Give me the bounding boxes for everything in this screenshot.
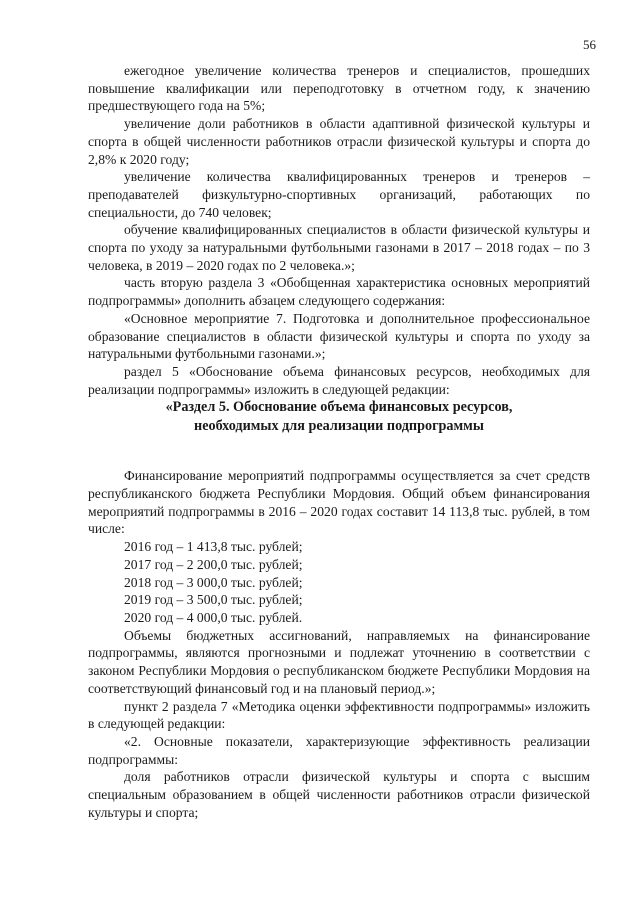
paragraph-main-indicators: «2. Основные показатели, характеризующие эффективность реализации подпрограммы:: [88, 733, 590, 767]
section-heading-line-2: необходимых для реализации подпрограммы: [194, 417, 484, 434]
paragraph-financing: Финансирование мероприятий подпрограммы осуществляется за счет средств республиканского бюджета Республики Мордовия. Общий объем финансирования мероприятий подпрограммы в 2016 – 2020 годах составит 14 113,8 тыс. рублей, в том числе:: [88, 468, 590, 537]
year-amount-item: 2020 год – 4 000,0 тыс. рублей.: [124, 609, 303, 625]
year-amount-item: 2017 год – 2 200,0 тыс. рублей;: [124, 556, 303, 572]
section-heading-line-1: «Раздел 5. Обоснование объема финансовых ресурсов,: [165, 399, 513, 416]
document-body: [88, 62, 590, 821]
year-amount-item: 2016 год – 1 413,8 тыс. рублей;: [124, 539, 303, 555]
paragraph-section5-amendment: раздел 5 «Обоснование объема финансовых ресурсов, необходимых для реализации подпрограммы» изложить в следующей редакции:: [88, 363, 590, 397]
yearly-amounts-list: [88, 538, 590, 627]
paragraph-lawn-specialists: обучение квалифицированных специалистов в области физической культуры и спорта по уходу за натуральными футбольными газонами в 2017 – 2018 годах – по 3 человека, в 2019 – 2020 годах по 2 человека.»;: [88, 222, 590, 273]
paragraph-adaptive-share: увеличение доли работников в области адаптивной физической культуры и спорта в общей численности работников отрасли физической культуры и спорта до 2,8% к 2020 году;: [88, 116, 590, 167]
paragraph-section3-amendment: часть вторую раздела 3 «Обобщенная характеристика основных мероприятий подпрограммы» дополнить абзацем следующего содержания:: [88, 275, 590, 309]
section-heading: [88, 398, 590, 435]
paragraph-main-activity-7: «Основное мероприятие 7. Подготовка и дополнительное профессиональное образование специалистов в области физической культуры и спорта по уходу за натуральными футбольными газонами.»;: [88, 310, 590, 362]
paragraph-higher-education-share: доля работников отрасли физической культуры и спорта с высшим специальным образованием в общей численности работников отрасли физической культуры и спорта;: [88, 769, 590, 820]
year-amount-item: 2018 год – 3 000,0 тыс. рублей;: [124, 574, 303, 590]
paragraph-section7-amendment: пункт 2 раздела 7 «Методика оценки эффективности подпрограммы» изложить в следующей редакции:: [88, 698, 590, 732]
year-amount-item: 2019 год – 3 500,0 тыс. рублей;: [124, 592, 303, 608]
paragraph-trainers-growth: ежегодное увеличение количества тренеров и специалистов, прошедших повышение квалификации или переподготовку в отчетном году, к значению предшествующего года на 5%;: [88, 63, 590, 114]
page-number: 56: [583, 37, 596, 52]
paragraph-qualified-trainers: увеличение количества квалифицированных тренеров и тренеров – преподавателей физкультурно-спортивных организаций, работающих по специальности, до 740 человек;: [88, 169, 590, 220]
paragraph-budget-allocations: Объемы бюджетных ассигнований, направляемых на финансирование подпрограммы, являются прогнозными и подлежат уточнению в соответствии с законом Республики Мордовия о республиканском бюджете Республики Мордовия на соответствующий финансовый год и на плановый период.»;: [88, 627, 590, 696]
